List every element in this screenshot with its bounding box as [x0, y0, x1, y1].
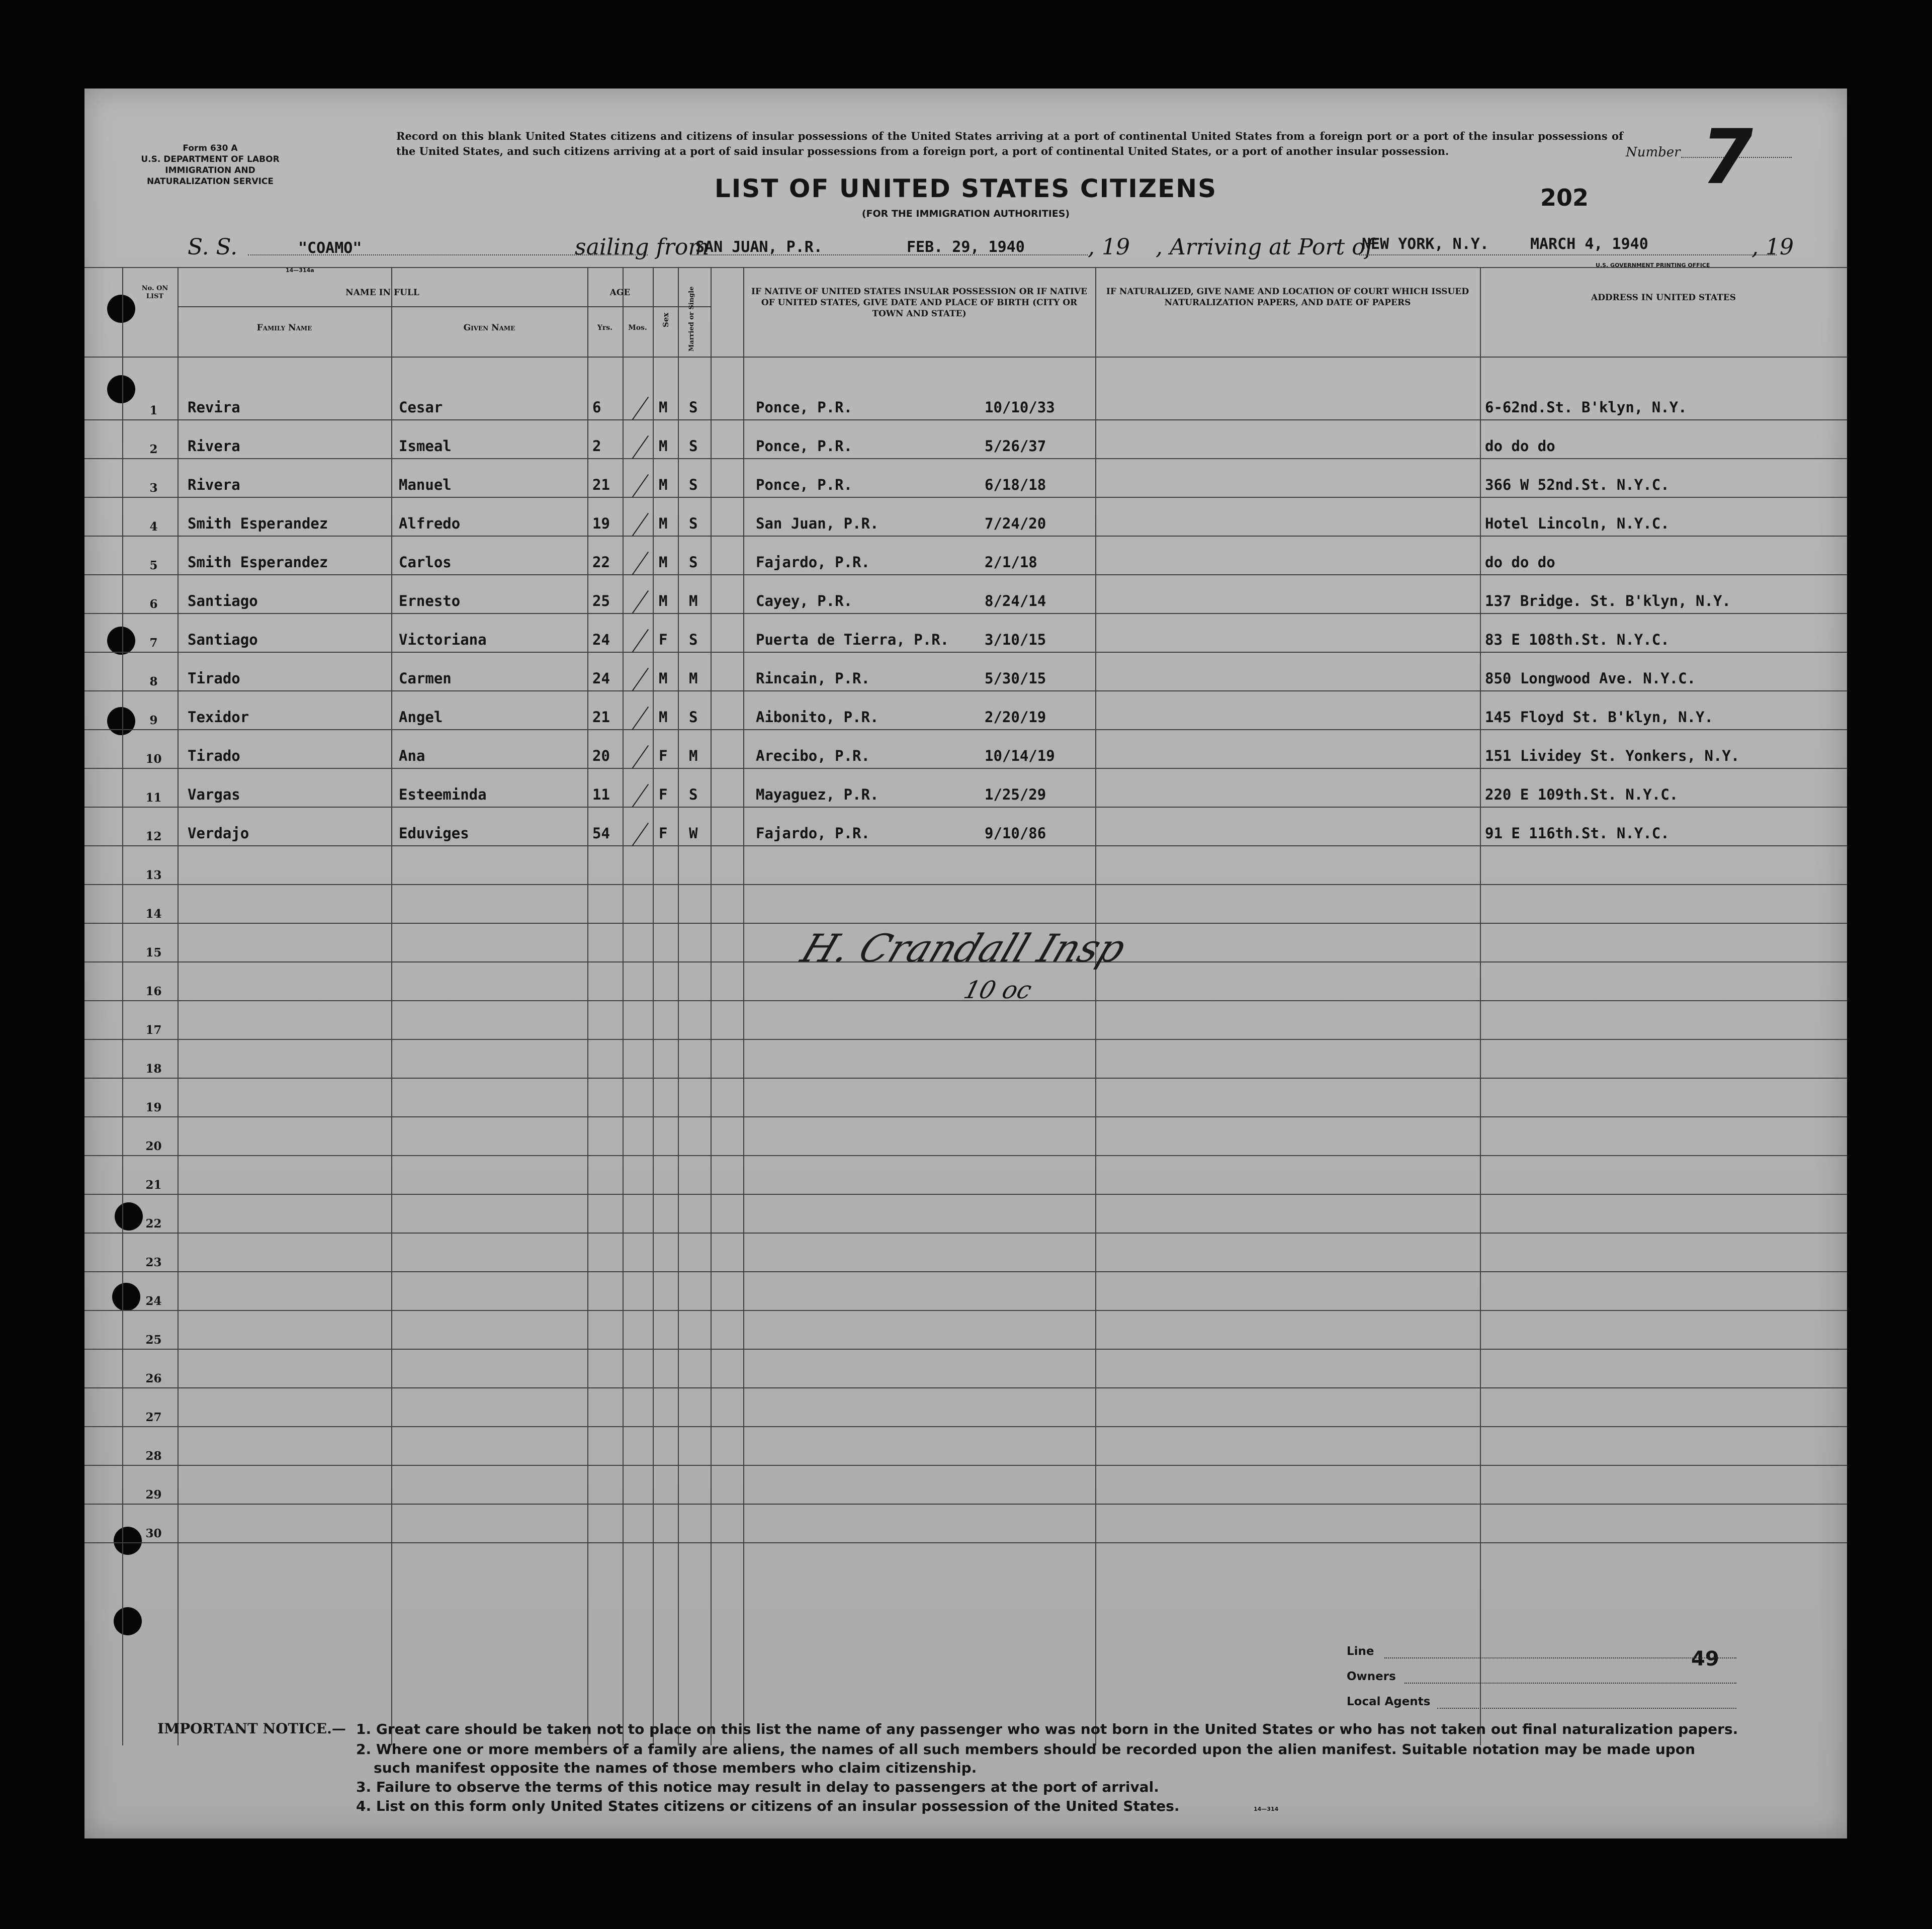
age-cell: 11 [592, 786, 610, 803]
months-tick-mark [632, 707, 649, 730]
age-cell: 6 [592, 399, 601, 416]
months-tick-mark [632, 552, 649, 575]
address-cell: 151 Lividey St. Yonkers, N.Y. [1485, 747, 1740, 764]
months-tick-mark [632, 784, 649, 807]
header-married-single: Married or Single [688, 286, 695, 352]
header-months: Mos. [628, 324, 647, 332]
birth-place-cell: Cayey, P.R. [756, 592, 853, 609]
list-number-label: Number [1626, 145, 1681, 160]
given-name-cell: Ismeal [399, 437, 452, 455]
family-name-cell: Smith Esperandez [188, 515, 328, 532]
ship-name: "COAMO" [298, 239, 362, 257]
header-divider [84, 357, 1847, 358]
marital-status-cell: S [689, 476, 698, 493]
birth-place-cell: Fajardo, P.R. [756, 825, 870, 842]
given-name-cell: Alfredo [399, 515, 461, 532]
row-line [84, 1465, 1847, 1466]
row-line [84, 1310, 1847, 1311]
given-name-cell: Eduviges [399, 825, 469, 842]
age-cell: 25 [592, 592, 610, 609]
row-number: 22 [145, 1217, 162, 1231]
department-line: IMMIGRATION AND [165, 165, 255, 176]
family-name-cell: Smith Esperandez [188, 554, 328, 571]
family-name-cell: Rivera [188, 437, 240, 455]
birth-place-cell: Aibonito, P.R. [756, 709, 879, 726]
page-number: 202 [1540, 184, 1589, 211]
age-cell: 21 [592, 476, 610, 493]
form-code-bottom: 14—314 [1254, 1806, 1279, 1812]
signature-note: 10 oc [960, 976, 1035, 1004]
column-divider [391, 267, 392, 1745]
row-number: 18 [145, 1062, 162, 1076]
marital-status-cell: M [689, 747, 698, 764]
months-tick-mark [632, 474, 649, 497]
months-tick-mark [632, 668, 649, 691]
given-name-cell: Esteeminda [399, 786, 487, 803]
birth-date-cell: 5/30/15 [985, 670, 1046, 687]
row-number: 26 [145, 1372, 162, 1385]
row-line [84, 1233, 1847, 1234]
birth-place-cell: Fajardo, P.R. [756, 554, 870, 571]
column-divider [653, 267, 654, 1745]
row-line [84, 768, 1847, 769]
notice-item: such manifest opposite the names of those members who claim citizenship. [374, 1760, 977, 1776]
given-name-cell: Carlos [399, 554, 452, 571]
arrival-line [1359, 254, 1777, 255]
department-line: NATURALIZATION SERVICE [146, 177, 274, 187]
row-line [84, 1116, 1847, 1117]
marital-status-cell: S [689, 437, 698, 455]
sex-cell: F [659, 786, 668, 803]
months-tick-mark [632, 590, 649, 613]
row-number: 2 [149, 443, 158, 456]
arrival-date: MARCH 4, 1940 [1530, 235, 1648, 253]
sex-cell: M [659, 592, 668, 609]
sex-cell: M [659, 476, 668, 493]
family-name-cell: Tirado [188, 670, 240, 687]
row-number: 17 [145, 1023, 162, 1037]
birth-place-cell: Ponce, P.R. [756, 399, 853, 416]
printing-office-note: U.S. GOVERNMENT PRINTING OFFICE [1596, 262, 1710, 269]
column-divider [1480, 267, 1481, 1745]
header-given-name: Given Name [463, 323, 515, 333]
notice-item: 2. Where one or more members of a family are aliens, the names of all such members should be recorded upon the alien manifest. Suitable notation may be made upon [356, 1741, 1696, 1758]
header-sex: Sex [661, 312, 670, 327]
line-field [1384, 1657, 1736, 1658]
column-divider [1095, 267, 1096, 1745]
header-naturalized: IF NATURALIZED, GIVE NAME AND LOCATION OF COURT WHICH ISSUED NATURALIZATION PAPERS, AND DATE OF PAPERS [1106, 287, 1469, 308]
department-line: U.S. DEPARTMENT OF LABOR [141, 154, 280, 164]
table-border-top [84, 267, 1847, 268]
row-number: 12 [145, 830, 162, 843]
form-code: 14—314a [286, 267, 314, 274]
family-name-cell: Santiago [188, 592, 258, 609]
local-agents-field [1437, 1708, 1736, 1709]
row-line [84, 1155, 1847, 1156]
row-line [84, 536, 1847, 537]
address-cell: 850 Longwood Ave. N.Y.C. [1485, 670, 1696, 687]
row-number: 23 [145, 1256, 162, 1269]
birth-place-cell: Rincain, P.R. [756, 670, 870, 687]
sex-cell: M [659, 709, 668, 726]
sex-cell: M [659, 515, 668, 532]
row-line [84, 1426, 1847, 1427]
row-line [84, 1039, 1847, 1040]
row-line [84, 458, 1847, 459]
birth-date-cell: 7/24/20 [985, 515, 1046, 532]
address-cell: do do do [1485, 554, 1555, 571]
header-address: ADDRESS IN UNITED STATES [1591, 293, 1736, 303]
header-years: Yrs. [597, 324, 613, 332]
address-cell: Hotel Lincoln, N.Y.C. [1485, 515, 1670, 532]
birth-place-cell: Mayaguez, P.R. [756, 786, 879, 803]
sex-cell: F [659, 631, 668, 648]
column-divider [678, 267, 679, 1745]
inspector-signature: H. Crandall Insp [795, 926, 1132, 971]
age-cell: 20 [592, 747, 610, 764]
row-number: 14 [145, 907, 162, 921]
row-line [84, 1349, 1847, 1350]
given-name-cell: Victoriana [399, 631, 487, 648]
birth-date-cell: 2/1/18 [985, 554, 1037, 571]
address-cell: 137 Bridge. St. B'klyn, N.Y. [1485, 592, 1731, 609]
family-name-cell: Rivera [188, 476, 240, 493]
address-cell: 6-62nd.St. B'klyn, N.Y. [1485, 399, 1687, 416]
row-line [84, 497, 1847, 498]
family-name-cell: Verdajo [188, 825, 249, 842]
address-cell: 91 E 116th.St. N.Y.C. [1485, 825, 1670, 842]
row-number: 27 [145, 1411, 162, 1424]
address-cell: 366 W 52nd.St. N.Y.C. [1485, 476, 1670, 493]
sailing-from-label: sailing from [575, 234, 710, 260]
marital-status-cell: S [689, 786, 698, 803]
row-line [84, 1504, 1847, 1505]
birth-date-cell: 10/10/33 [985, 399, 1055, 416]
row-number: 15 [145, 946, 162, 959]
birth-place-cell: Puerta de Tierra, P.R. [756, 631, 949, 648]
row-number: 1 [149, 404, 158, 417]
months-tick-mark [632, 397, 649, 420]
header-family-name: Family Name [256, 323, 312, 333]
manifest-sheet [84, 89, 1847, 1838]
column-divider [122, 267, 123, 1745]
row-number: 6 [149, 597, 158, 611]
notice-heading: IMPORTANT NOTICE.— [157, 1720, 346, 1737]
given-name-cell: Angel [399, 709, 443, 726]
marital-status-cell: S [689, 554, 698, 571]
age-cell: 24 [592, 670, 610, 687]
row-line [84, 652, 1847, 653]
marital-status-cell: M [689, 592, 698, 609]
row-line [84, 419, 1847, 420]
departure-port: SAN JUAN, P.R. [695, 238, 823, 256]
row-number: 30 [145, 1527, 162, 1540]
birth-place-cell: Ponce, P.R. [756, 437, 853, 455]
address-cell: 220 E 109th.St. N.Y.C. [1485, 786, 1679, 803]
months-tick-mark [632, 745, 649, 768]
page-marker: 49 [1691, 1647, 1719, 1671]
sub-header-divider [178, 306, 711, 307]
age-cell: 54 [592, 825, 610, 842]
given-name-cell: Manuel [399, 476, 452, 493]
row-number: 20 [145, 1139, 162, 1153]
age-cell: 21 [592, 709, 610, 726]
ss-label: S. S. [188, 234, 238, 260]
marital-status-cell: S [689, 631, 698, 648]
birth-date-cell: 5/26/37 [985, 437, 1046, 455]
local-agents-label: Local Agents [1347, 1695, 1431, 1708]
given-name-cell: Cesar [399, 399, 443, 416]
birth-place-cell: Ponce, P.R. [756, 476, 853, 493]
birth-place-cell: Arecibo, P.R. [756, 747, 870, 764]
row-number: 3 [149, 481, 158, 495]
address-cell: 145 Floyd St. B'klyn, N.Y. [1485, 709, 1713, 726]
sex-cell: F [659, 825, 668, 842]
row-line [84, 1542, 1847, 1543]
row-line [84, 690, 1847, 691]
line-label: Line [1347, 1645, 1374, 1658]
birth-date-cell: 10/14/19 [985, 747, 1055, 764]
row-number: 9 [149, 714, 158, 727]
column-divider [711, 267, 712, 1745]
row-number: 16 [145, 985, 162, 998]
family-name-cell: Tirado [188, 747, 240, 764]
marital-status-cell: S [689, 709, 698, 726]
marital-status-cell: W [689, 825, 698, 842]
row-line [84, 1387, 1847, 1388]
address-cell: do do do [1485, 437, 1555, 455]
address-cell: 83 E 108th.St. N.Y.C. [1485, 631, 1670, 648]
list-number-value: 7 [1693, 114, 1762, 201]
sex-cell: M [659, 399, 668, 416]
age-cell: 24 [592, 631, 610, 648]
row-number: 8 [149, 675, 158, 688]
header-no-on-list: No. ON LIST [141, 285, 168, 300]
row-number: 29 [145, 1488, 162, 1502]
row-line [84, 1078, 1847, 1079]
notice-item: 4. List on this form only United States citizens or citizens of an insular possession of the United States. [356, 1798, 1180, 1814]
age-cell: 2 [592, 437, 601, 455]
sex-cell: M [659, 670, 668, 687]
year-prefix: , 19 [1751, 234, 1794, 260]
birth-date-cell: 3/10/15 [985, 631, 1046, 648]
family-name-cell: Vargas [188, 786, 240, 803]
row-line [84, 807, 1847, 808]
arrival-port: NEW YORK, N.Y. [1362, 235, 1489, 253]
row-number: 25 [145, 1333, 162, 1347]
form-number: Form 630 A [183, 143, 238, 153]
birth-date-cell: 1/25/29 [985, 786, 1046, 803]
owners-field [1404, 1683, 1736, 1684]
row-number: 24 [145, 1294, 162, 1308]
row-number: 13 [145, 868, 162, 882]
column-divider [623, 267, 624, 1745]
arriving-label: , Arriving at Port of [1156, 234, 1373, 260]
given-name-cell: Ernesto [399, 592, 461, 609]
notice-item: 1. Great care should be taken not to place on this list the name of any passenger who was not born in the United States or who has not taken out final naturalization papers. [356, 1721, 1738, 1737]
sex-cell: M [659, 437, 668, 455]
row-line [84, 574, 1847, 575]
marital-status-cell: S [689, 515, 698, 532]
column-divider [587, 267, 588, 1745]
year-prefix: , 19 [1088, 234, 1130, 260]
departure-date: FEB. 29, 1940 [907, 238, 1025, 256]
row-line [84, 923, 1847, 924]
sex-cell: F [659, 747, 668, 764]
months-tick-mark [632, 629, 649, 652]
birth-date-cell: 2/20/19 [985, 709, 1046, 726]
age-cell: 19 [592, 515, 610, 532]
column-divider [178, 267, 179, 1745]
row-number: 7 [149, 636, 158, 650]
months-tick-mark [632, 823, 649, 846]
row-line [84, 729, 1847, 730]
family-name-cell: Revira [188, 399, 240, 416]
row-number: 10 [145, 752, 162, 766]
form-instructions: Record on this blank United States citizens and citizens of insular possessions of the United States arriving at a port of continental United States from a foreign port or a port of the insular possessions of the United States, and such citizens arriving at a port of said insular possessions from a foreign port, a port of continental United States, or a port of another insular possession. [396, 130, 1623, 157]
family-name-cell: Santiago [188, 631, 258, 648]
given-name-cell: Ana [399, 747, 425, 764]
row-line [84, 1194, 1847, 1195]
notice-item: 3. Failure to observe the terms of this notice may result in delay to passengers at the port of arrival. [356, 1779, 1159, 1795]
owners-label: Owners [1347, 1670, 1396, 1683]
birth-date-cell: 8/24/14 [985, 592, 1046, 609]
row-line [84, 884, 1847, 885]
row-number: 28 [145, 1449, 162, 1463]
sex-cell: M [659, 554, 668, 571]
row-line [84, 613, 1847, 614]
row-number: 11 [145, 791, 162, 805]
row-number: 21 [145, 1178, 162, 1192]
birth-place-cell: San Juan, P.R. [756, 515, 879, 532]
months-tick-mark [632, 513, 649, 536]
row-line [84, 1271, 1847, 1272]
column-divider [743, 267, 744, 1745]
family-name-cell: Texidor [188, 709, 249, 726]
birth-date-cell: 9/10/86 [985, 825, 1046, 842]
row-line [84, 845, 1847, 846]
months-tick-mark [632, 435, 649, 459]
header-name-in-full: NAME IN FULL [345, 288, 419, 298]
given-name-cell: Carmen [399, 670, 452, 687]
age-cell: 22 [592, 554, 610, 571]
header-age: AGE [609, 288, 631, 298]
marital-status-cell: S [689, 399, 698, 416]
row-number: 5 [149, 559, 158, 572]
birth-date-cell: 6/18/18 [985, 476, 1046, 493]
row-number: 4 [149, 520, 158, 534]
passenger-table [84, 267, 1847, 1745]
form-subtitle: (FOR THE IMMIGRATION AUTHORITIES) [861, 208, 1070, 219]
row-number: 19 [145, 1101, 162, 1114]
header-birth: IF NATIVE OF UNITED STATES INSULAR POSSESSION OR IF NATIVE OF UNITED STATES, GIVE DATE AND PLACE OF BIRTH (CITY OR TOWN AND STATE) [751, 287, 1088, 319]
form-title: LIST OF UNITED STATES CITIZENS [714, 174, 1217, 203]
marital-status-cell: M [689, 670, 698, 687]
